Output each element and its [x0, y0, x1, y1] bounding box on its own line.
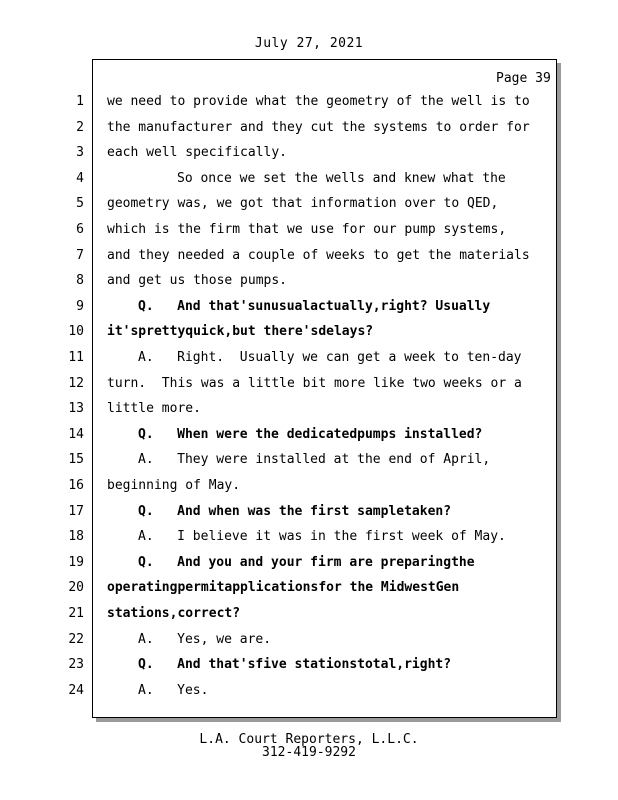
line-text: Q. And you and your firm are preparingthe	[138, 554, 475, 570]
line-text: A. They were installed at the end of April,	[138, 452, 491, 468]
transcript-line	[0, 170, 560, 188]
line-number: 19	[68, 554, 84, 570]
transcript-line	[0, 451, 560, 469]
transcript-line	[0, 579, 560, 597]
line-text: A. Right. Usually we can get a week to ten-day	[138, 350, 522, 365]
line-text: Q. When were the dedicatedpumps installed?	[138, 426, 483, 442]
line-text: Q. And when was the first sampletaken?	[138, 503, 452, 519]
transcript-line	[0, 349, 560, 367]
line-number: 16	[68, 478, 84, 493]
line-number: 11	[68, 350, 84, 365]
line-number: 21	[68, 606, 84, 621]
line-number: 4	[76, 170, 84, 186]
line-text: and they needed a couple of weeks to get the materials	[107, 247, 530, 263]
line-text: A. I believe it was in the first week of May.	[138, 529, 506, 545]
transcript-line	[0, 195, 560, 213]
line-text: Q. And that'sunusualactually,right? Usually	[138, 298, 491, 314]
transcript-line	[0, 503, 560, 521]
line-number: 9	[76, 298, 84, 314]
transcript-line	[0, 298, 560, 316]
line-number: 18	[68, 529, 84, 545]
line-number: 23	[68, 657, 84, 673]
line-text: So once we set the wells and knew what the	[177, 170, 506, 186]
line-number: 3	[76, 145, 84, 161]
footer-company: L.A. Court Reporters, L.L.C.	[199, 732, 419, 747]
transcript-line	[0, 144, 560, 162]
line-text: it'sprettyquick,but there'sdelays?	[107, 324, 374, 340]
transcript-line	[0, 93, 560, 111]
line-number: 1	[76, 94, 84, 109]
line-number: 15	[68, 452, 84, 468]
footer-phone: 312-419-9292	[262, 745, 356, 760]
line-number: 17	[68, 503, 84, 519]
line-text: the manufacturer and they cut the systems to order for	[107, 119, 530, 135]
line-number: 2	[76, 119, 84, 135]
line-text: which is the firm that we use for our pump systems,	[107, 222, 507, 237]
line-number: 8	[76, 273, 84, 289]
line-number: 24	[68, 682, 84, 698]
line-text: beginning of May.	[107, 478, 241, 493]
line-text: turn. This was a little bit more like two weeks or a	[107, 375, 522, 391]
line-text: stations,correct?	[107, 606, 241, 621]
transcript-line	[0, 247, 560, 265]
line-number: 22	[68, 631, 84, 647]
line-text: A. Yes.	[138, 682, 209, 698]
transcript-line	[0, 528, 560, 546]
line-text: Q. And that'sfive stationstotal,right?	[138, 657, 452, 673]
line-text: little more.	[107, 401, 201, 417]
transcript-line	[0, 119, 560, 137]
line-text: and get us those pumps.	[107, 273, 288, 289]
line-number: 12	[68, 375, 84, 391]
line-text: each well specifically.	[107, 145, 288, 161]
transcript-line	[0, 272, 560, 290]
line-text: A. Yes, we are.	[138, 631, 272, 647]
transcript-line	[0, 605, 560, 623]
line-number: 5	[76, 196, 84, 212]
transcript-line	[0, 221, 560, 239]
line-text: operatingpermitapplicationsfor the MidwestGen	[107, 580, 460, 596]
page-number: Page 39	[496, 71, 551, 86]
transcript-line	[0, 631, 560, 649]
transcript-line	[0, 682, 560, 700]
line-number: 20	[68, 580, 84, 596]
line-number: 10	[68, 324, 84, 340]
line-number: 6	[76, 222, 84, 237]
transcript-line	[0, 426, 560, 444]
line-number: 7	[76, 247, 84, 263]
footer	[0, 733, 618, 759]
header-date: July 27, 2021	[254, 36, 364, 51]
transcript-line	[0, 375, 560, 393]
transcript-line	[0, 400, 560, 418]
transcript-line	[0, 656, 560, 674]
line-text: geometry was, we got that information over to QED,	[107, 196, 499, 212]
line-number: 14	[68, 426, 84, 442]
transcript-line	[0, 323, 560, 341]
line-number: 13	[68, 401, 84, 417]
line-text: we need to provide what the geometry of the well is to	[107, 94, 530, 109]
transcript-line	[0, 554, 560, 572]
transcript-line	[0, 477, 560, 495]
